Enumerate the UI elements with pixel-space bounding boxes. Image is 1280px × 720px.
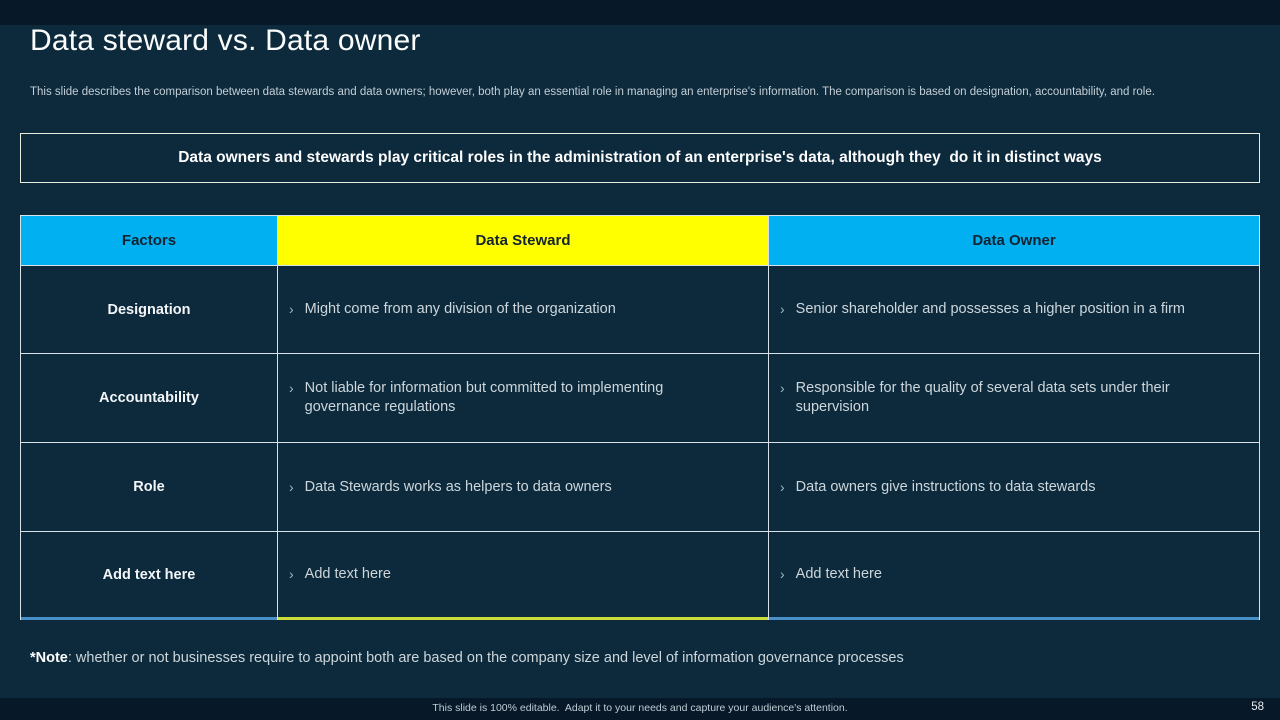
comparison-table: [20, 215, 1260, 620]
list-item-text: Not liable for information but committed to implementing governance regulations: [304, 380, 664, 415]
chevron-bullet-icon: ›: [289, 380, 294, 396]
chevron-bullet-icon: ›: [780, 380, 785, 396]
owner-cell-accountability: [769, 354, 1259, 442]
list-item: [780, 565, 882, 584]
list-item-text: Data owners give instructions to data stewards: [795, 478, 1096, 495]
owner-cell-designation: [769, 266, 1259, 353]
list-item-text: Might come from any division of the organization: [304, 301, 616, 317]
column-header-factors: Factors: [21, 216, 277, 265]
list-item-text: Add text here: [304, 566, 391, 582]
list-item-text: Data Stewards works as helpers to data owners: [304, 478, 612, 495]
key-message-text: Data owners and stewards play critical roles in the administration of an enterprise's data, although they do it in distinct ways: [178, 149, 1102, 166]
factor-label-placeholder: Add text here: [21, 532, 277, 620]
top-band: [0, 0, 1280, 25]
list-item-text: Responsible for the quality of several data sets under their supervision: [795, 380, 1170, 415]
list-item: [780, 379, 1186, 417]
slide-description: This slide describes the comparison between data stewards and data owners; however, both play an essential role in managing an enterprise's information. The comparison is based on designation, accountability, and role.: [30, 86, 1155, 98]
steward-cell-role: [278, 443, 768, 531]
list-item-text: Add text here: [795, 566, 882, 582]
steward-cell-placeholder: [278, 532, 768, 620]
owner-cell-placeholder: [769, 532, 1259, 620]
steward-cell-accountability: [278, 354, 768, 442]
list-item: [289, 379, 705, 417]
factor-label-designation: Designation: [21, 266, 277, 353]
chevron-bullet-icon: ›: [780, 478, 785, 495]
list-item: [780, 300, 1185, 319]
chevron-bullet-icon: ›: [289, 478, 294, 495]
chevron-bullet-icon: ›: [289, 301, 294, 317]
chevron-bullet-icon: ›: [780, 566, 785, 582]
list-item: [289, 300, 616, 319]
page-title: Data steward vs. Data owner: [30, 24, 421, 57]
key-message-banner: [20, 133, 1260, 183]
steward-cell-designation: [278, 266, 768, 353]
column-header-data-owner: Data Owner: [769, 216, 1259, 265]
footnote-text: : whether or not businesses require to appoint both are based on the company size and level of information governance processes: [67, 650, 904, 666]
factor-label-accountability: Accountability: [21, 354, 277, 442]
factor-label-role: Role: [21, 443, 277, 531]
chevron-bullet-icon: ›: [780, 301, 785, 317]
owner-cell-role: [769, 443, 1259, 531]
column-header-data-steward: Data Steward: [278, 216, 768, 265]
footnote-label: *Note: [30, 650, 68, 666]
editability-note: This slide is 100% editable. Adapt it to your needs and capture your audience's attention.: [432, 702, 848, 714]
footnote: [30, 650, 904, 666]
list-item: [289, 565, 391, 584]
list-item: [289, 478, 612, 497]
chevron-bullet-icon: ›: [289, 566, 294, 582]
list-item-text: Senior shareholder and possesses a higher position in a firm: [795, 301, 1185, 317]
page-number: 58: [1251, 701, 1264, 713]
list-item: [780, 478, 1096, 497]
